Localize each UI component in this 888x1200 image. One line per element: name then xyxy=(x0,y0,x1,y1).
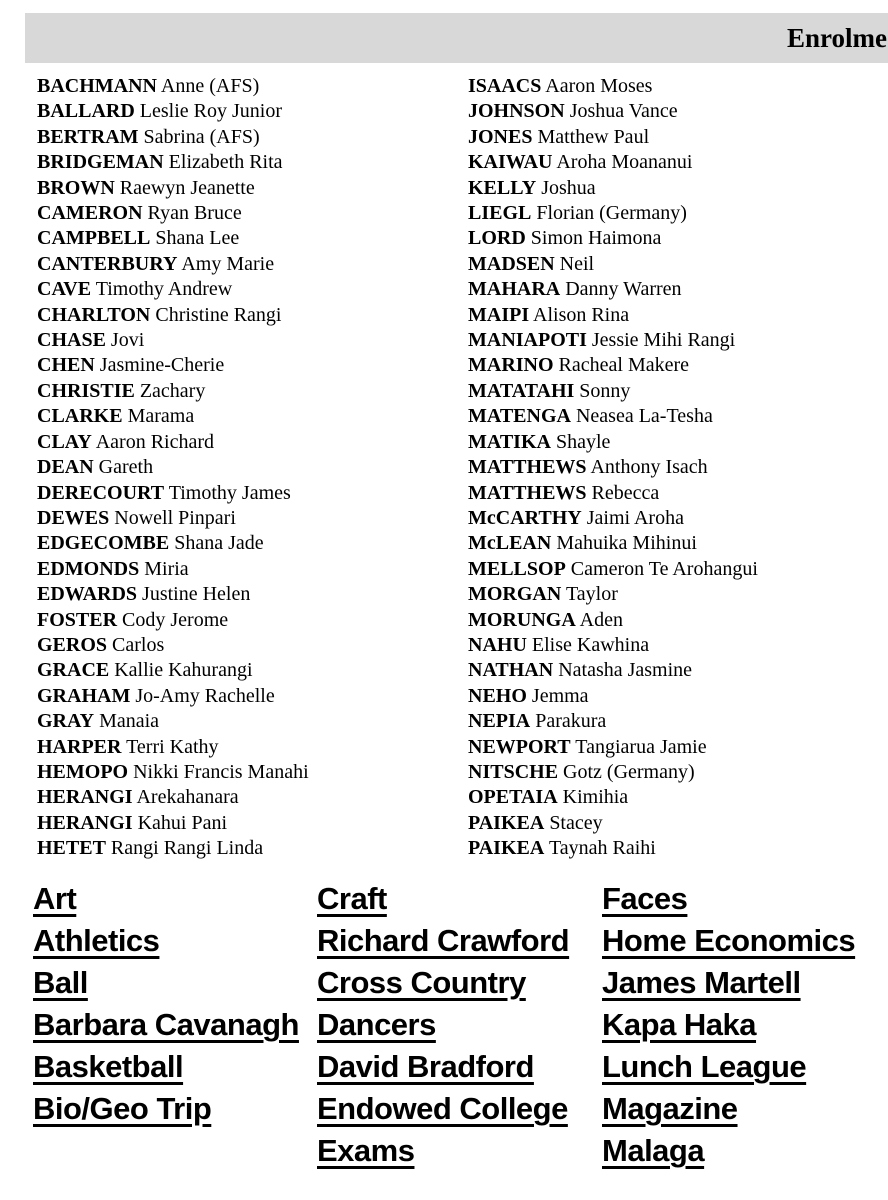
roster-surname: LORD xyxy=(468,227,526,250)
roster-surname: KAIWAU xyxy=(468,151,553,174)
roster-given-names: Carlos xyxy=(107,633,165,656)
roster-entry xyxy=(468,430,758,455)
roster-given-names: Gareth xyxy=(93,456,154,479)
link-endowed-college[interactable]: Endowed College xyxy=(317,1091,568,1126)
roster-surname: HEMOPO xyxy=(37,760,129,783)
roster-entry xyxy=(468,404,758,429)
roster-entry xyxy=(468,760,758,785)
roster-entry xyxy=(37,506,309,531)
roster-entry xyxy=(468,531,758,556)
roster-surname: GRAHAM xyxy=(37,684,131,707)
roster-entry xyxy=(37,557,309,582)
roster-given-names: Stacey xyxy=(544,811,603,834)
roster-given-names: Elizabeth Rita xyxy=(163,151,283,174)
link-cross-country[interactable]: Cross Country xyxy=(317,965,526,1000)
roster-given-names: Marama xyxy=(122,405,195,428)
roster-column-right xyxy=(468,74,758,862)
roster-given-names: Shana Lee xyxy=(150,227,240,250)
roster-surname: MARINO xyxy=(468,354,554,377)
roster-given-names: Jemma xyxy=(526,684,589,707)
roster-given-names: Jaimi Aroha xyxy=(581,506,684,529)
roster-given-names: Joshua Vance xyxy=(564,100,678,123)
roster-surname: GEROS xyxy=(37,633,108,656)
roster-surname: OPETAIA xyxy=(468,786,558,809)
roster-given-names: Leslie Roy Junior xyxy=(134,100,283,123)
roster-surname: CAMPBELL xyxy=(37,227,151,250)
roster-surname: McCARTHY xyxy=(468,506,582,529)
roster-entry xyxy=(468,608,758,633)
roster-surname: MATTHEWS xyxy=(468,456,587,479)
roster-surname: LIEGL xyxy=(468,202,532,225)
roster-given-names: Raewyn Jeanette xyxy=(114,176,255,199)
roster-given-names: Timothy Andrew xyxy=(91,278,233,301)
roster-entry xyxy=(37,303,309,328)
roster-entry xyxy=(37,74,309,99)
roster-given-names: Nowell Pinpari xyxy=(109,506,236,529)
roster-given-names: Kimihia xyxy=(557,786,629,809)
roster-entry xyxy=(37,658,309,683)
roster-surname: GRACE xyxy=(37,659,110,682)
roster-entry xyxy=(37,277,309,302)
roster-surname: EDGECOMBE xyxy=(37,532,170,555)
roster-surname: CHASE xyxy=(37,329,106,352)
roster-surname: KELLY xyxy=(468,176,537,199)
roster-surname: MAHARA xyxy=(468,278,561,301)
roster-surname: BACHMANN xyxy=(37,75,157,97)
roster-given-names: Kallie Kahurangi xyxy=(109,659,253,682)
roster-given-names: Tangiarua Jamie xyxy=(570,735,707,758)
links-column-2 xyxy=(317,878,569,1172)
roster-given-names: Nikki Francis Manahi xyxy=(128,760,309,783)
roster-given-names: Danny Warren xyxy=(560,278,682,301)
roster-given-names: Timothy James xyxy=(164,481,291,504)
roster-entry xyxy=(468,125,758,150)
roster-surname: BRIDGEMAN xyxy=(37,151,164,174)
roster-given-names: Taylor xyxy=(561,583,618,606)
roster-given-names: Cody Jerome xyxy=(117,608,229,631)
roster-entry xyxy=(468,252,758,277)
roster-surname: CLAY xyxy=(37,430,92,453)
roster-entry xyxy=(468,226,758,251)
roster-entry xyxy=(37,785,309,810)
roster-entry xyxy=(37,252,309,277)
roster-given-names: Cameron Te Arohangui xyxy=(565,557,758,580)
roster-surname: NEWPORT xyxy=(468,735,571,758)
roster-given-names: Rebecca xyxy=(586,481,660,504)
roster-entry xyxy=(468,176,758,201)
roster-surname: DEAN xyxy=(37,456,94,479)
roster-given-names: Parakura xyxy=(530,710,607,733)
link-richard-crawford[interactable]: Richard Crawford xyxy=(317,923,570,958)
roster-given-names: Aden xyxy=(575,608,623,631)
roster-entry xyxy=(468,506,758,531)
roster-entry xyxy=(468,735,758,760)
roster-given-names: Justine Helen xyxy=(137,583,251,606)
roster-surname: BERTRAM xyxy=(37,125,139,148)
roster-surname: JOHNSON xyxy=(468,100,565,123)
link-magazine[interactable]: Magazine xyxy=(602,1091,738,1126)
roster-surname: BALLARD xyxy=(37,100,135,123)
roster-entry xyxy=(468,811,758,836)
link-basketball[interactable]: Basketball xyxy=(33,1049,184,1084)
roster-given-names: Arekahanara xyxy=(132,786,239,809)
roster-surname: MATATAHI xyxy=(468,379,575,402)
roster-surname: MATENGA xyxy=(468,405,571,428)
roster-given-names: Aroha Moananui xyxy=(552,151,693,174)
roster-given-names: Simon Haimona xyxy=(525,227,662,250)
roster-surname: PAIKEA xyxy=(468,811,545,834)
roster-surname: MATTHEWS xyxy=(468,481,587,504)
roster-entry xyxy=(468,353,758,378)
roster-given-names: Jessie Mihi Rangi xyxy=(586,329,736,352)
roster-entry xyxy=(468,582,758,607)
roster-entry xyxy=(37,353,309,378)
roster-surname: HERANGI xyxy=(37,786,133,809)
roster-given-names: Ryan Bruce xyxy=(142,202,242,225)
roster-surname: NAHU xyxy=(468,633,527,656)
link-james-martell[interactable]: James Martell xyxy=(602,965,801,1000)
roster-surname: GRAY xyxy=(37,710,95,733)
roster-surname: CHEN xyxy=(37,354,95,377)
link-faces[interactable]: Faces xyxy=(602,881,688,916)
roster-given-names: Sabrina (AFS) xyxy=(138,125,260,148)
roster-surname: CHARLTON xyxy=(37,303,151,326)
links-column-3 xyxy=(602,878,855,1172)
roster-given-names: Terri Kathy xyxy=(121,735,219,758)
roster-given-names: Racheal Makere xyxy=(553,354,690,377)
roster-entry xyxy=(37,811,309,836)
roster-given-names: Anthony Isach xyxy=(586,456,708,479)
roster-entry xyxy=(468,557,758,582)
roster-surname: HARPER xyxy=(37,735,122,758)
link-bio-geo-trip[interactable]: Bio/Geo Trip xyxy=(33,1091,212,1126)
link-home-economics[interactable]: Home Economics xyxy=(602,923,856,958)
link-exams[interactable]: Exams xyxy=(317,1133,415,1168)
roster-entry xyxy=(37,430,309,455)
roster-entry xyxy=(37,455,309,480)
roster-given-names: Aaron Richard xyxy=(91,430,215,453)
roster-entry xyxy=(37,836,309,861)
roster-surname: DERECOURT xyxy=(37,481,165,504)
link-kapa-haka[interactable]: Kapa Haka xyxy=(602,1007,757,1042)
roster-entry xyxy=(468,455,758,480)
roster-entry xyxy=(37,481,309,506)
roster-entry xyxy=(37,608,309,633)
roster-entry xyxy=(468,481,758,506)
header-bar xyxy=(25,13,888,63)
roster-entry xyxy=(468,836,758,861)
roster-entry xyxy=(37,226,309,251)
link-athletics[interactable]: Athletics xyxy=(33,923,160,958)
roster-entry xyxy=(468,684,758,709)
roster-entry xyxy=(37,633,309,658)
roster-given-names: Neasea La-Tesha xyxy=(570,405,713,428)
roster-entry xyxy=(468,633,758,658)
roster-entry xyxy=(468,328,758,353)
roster-surname: MAIPI xyxy=(468,303,530,326)
roster-entry xyxy=(468,201,758,226)
roster-given-names: Elise Kawhina xyxy=(526,633,650,656)
roster-given-names: Matthew Paul xyxy=(532,125,650,148)
roster-given-names: Miria xyxy=(139,557,189,580)
roster-given-names: Jo-Amy Rachelle xyxy=(130,684,275,707)
roster-surname: DEWES xyxy=(37,506,110,529)
roster-entry xyxy=(468,150,758,175)
roster-entry xyxy=(37,684,309,709)
roster-surname: McLEAN xyxy=(468,532,552,555)
roster-given-names: Rangi Rangi Linda xyxy=(105,837,264,860)
roster-surname: NEHO xyxy=(468,684,527,707)
roster-given-names: Mahuika Mihinui xyxy=(551,532,697,555)
roster-entry xyxy=(37,176,309,201)
roster-entry xyxy=(37,735,309,760)
roster-given-names: Neil xyxy=(554,252,595,275)
roster-surname: CHRISTIE xyxy=(37,379,135,402)
roster-entry xyxy=(37,328,309,353)
roster-surname: CAMERON xyxy=(37,202,143,225)
roster-given-names: Amy Marie xyxy=(177,252,275,275)
roster-entry xyxy=(37,201,309,226)
roster-surname: CAVE xyxy=(37,278,92,301)
roster-surname: EDWARDS xyxy=(37,583,138,606)
links-column-1 xyxy=(33,878,299,1130)
roster-surname: EDMONDS xyxy=(37,557,140,580)
roster-entry xyxy=(468,303,758,328)
roster-given-names: Joshua xyxy=(536,176,596,199)
roster-surname: NITSCHE xyxy=(468,760,559,783)
roster-entry xyxy=(468,277,758,302)
roster-surname: BROWN xyxy=(37,176,115,199)
roster-surname: MADSEN xyxy=(468,252,555,275)
roster-entry xyxy=(468,99,758,124)
roster-given-names: Natasha Jasmine xyxy=(553,659,693,682)
link-barbara-cavanagh[interactable]: Barbara Cavanagh xyxy=(33,1007,299,1042)
roster-surname: MATIKA xyxy=(468,430,551,453)
roster-given-names: Aaron Moses xyxy=(541,75,653,97)
roster-entry xyxy=(468,709,758,734)
roster-surname: MORUNGA xyxy=(468,608,576,631)
roster-surname: MELLSOP xyxy=(468,557,566,580)
roster-entry xyxy=(468,785,758,810)
roster-given-names: Jasmine-Cherie xyxy=(94,354,225,377)
roster-entry xyxy=(37,99,309,124)
roster-surname: MORGAN xyxy=(468,583,562,606)
roster-surname: NATHAN xyxy=(468,659,554,682)
roster-given-names: Christine Rangi xyxy=(150,303,282,326)
roster-given-names: Alison Rina xyxy=(529,303,630,326)
link-art[interactable]: Art xyxy=(33,881,77,916)
link-lunch-league[interactable]: Lunch League xyxy=(602,1049,807,1084)
roster-given-names: Shana Jade xyxy=(169,532,264,555)
roster-surname: HETET xyxy=(37,837,106,860)
roster-given-names: Anne (AFS) xyxy=(157,75,260,97)
roster-entry xyxy=(37,760,309,785)
roster-entry xyxy=(37,404,309,429)
header-title: Enrolme xyxy=(787,22,887,53)
roster-surname: FOSTER xyxy=(37,608,118,631)
roster-entry xyxy=(468,658,758,683)
roster-entry xyxy=(37,379,309,404)
link-david-bradford[interactable]: David Bradford xyxy=(317,1049,534,1084)
roster-surname: CLARKE xyxy=(37,405,123,428)
roster-entry xyxy=(468,74,758,99)
roster-given-names: Sonny xyxy=(574,379,631,402)
roster-entry xyxy=(37,531,309,556)
roster-given-names: Manaia xyxy=(94,710,160,733)
roster-surname: JONES xyxy=(468,125,533,148)
roster-entry xyxy=(37,125,309,150)
roster-given-names: Florian (Germany) xyxy=(531,202,687,225)
roster-entry xyxy=(37,150,309,175)
link-craft[interactable]: Craft xyxy=(317,881,387,916)
link-dancers[interactable]: Dancers xyxy=(317,1007,436,1042)
roster-entry xyxy=(37,709,309,734)
roster-surname: MANIAPOTI xyxy=(468,329,587,352)
roster-column-left xyxy=(37,74,309,862)
roster-surname: CANTERBURY xyxy=(37,252,178,275)
roster-surname: ISAACS xyxy=(468,75,542,97)
roster-given-names: Gotz (Germany) xyxy=(558,760,695,783)
roster-given-names: Shayle xyxy=(550,430,611,453)
roster-given-names: Jovi xyxy=(105,329,145,352)
roster-entry xyxy=(37,582,309,607)
link-malaga[interactable]: Malaga xyxy=(602,1133,705,1168)
roster-given-names: Taynah Raihi xyxy=(544,837,656,860)
link-ball[interactable]: Ball xyxy=(33,965,88,1000)
roster-given-names: Zachary xyxy=(134,379,206,402)
roster-entry xyxy=(468,379,758,404)
roster-given-names: Kahui Pani xyxy=(132,811,228,834)
roster-surname: HERANGI xyxy=(37,811,133,834)
roster-surname: NEPIA xyxy=(468,710,531,733)
roster-surname: PAIKEA xyxy=(468,837,545,860)
